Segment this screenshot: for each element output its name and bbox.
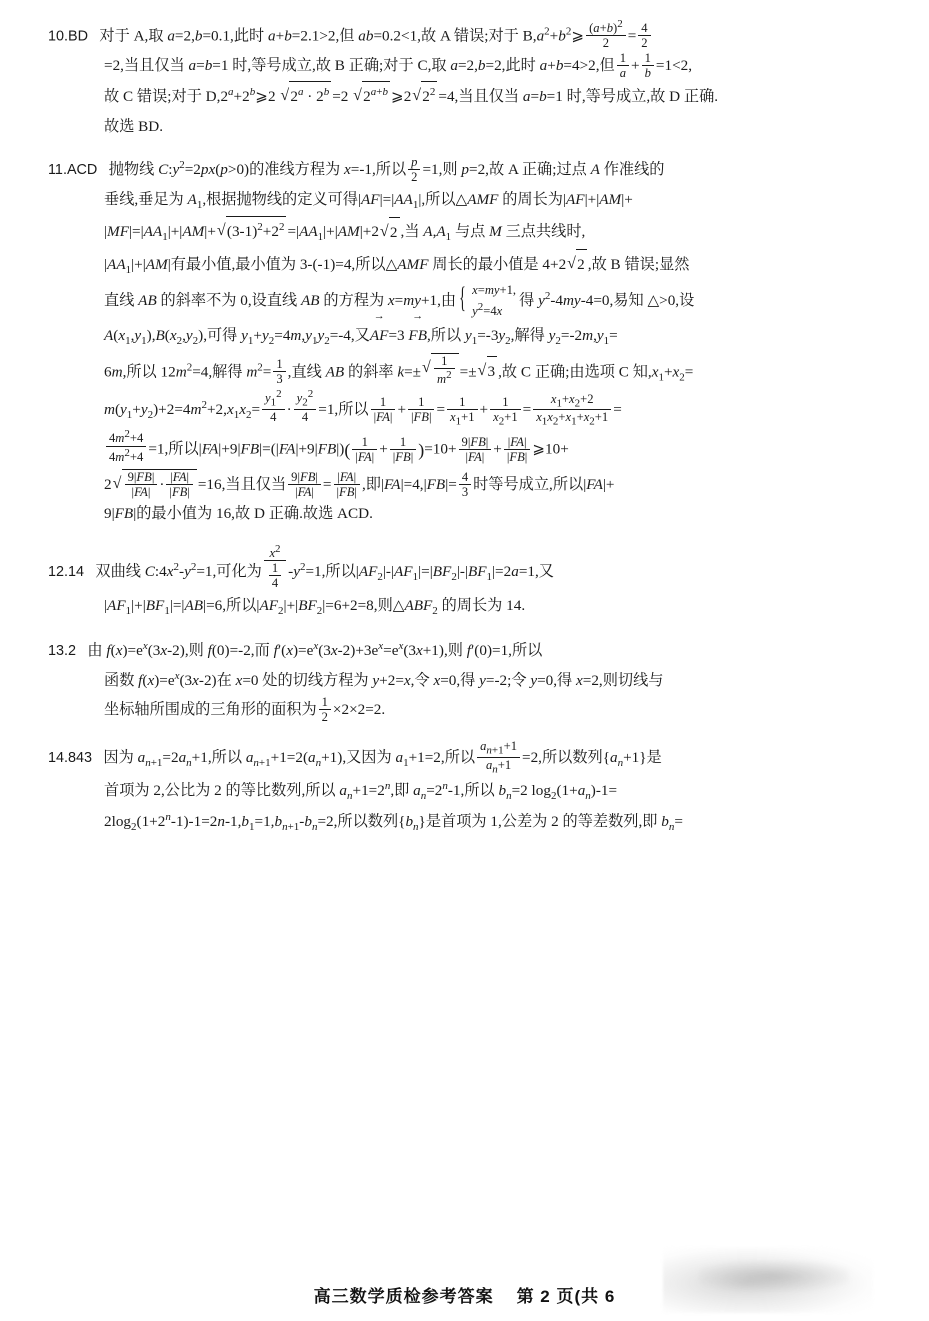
solution-line: 6m,所以 $12m^2=4$,解得 $m^2=$ $\frac{1}{3}$ ,直线 AB 的斜率 k=± √ $\frac{1}{m2}$ =± √ 3 ,故 C 正确;由选项 C 知$,x_1+x_2=$ xyxy=(48,353,877,389)
solution-line: $|MF|=|AA_1|+|AM|+$ √ $(3-1)^2+2^2 =|AA_1|+|AM|+2$ √ 2 ,当 $A,A_1$ 与点 M 三点共线时, xyxy=(48,216,877,249)
solution-number: 14. xyxy=(48,750,69,767)
solution-number: 11. xyxy=(48,162,67,179)
solution-line: 11.ACD 抛物线 $C:y^2=2px(p>0)$的准线方程为 x=-1,所以 $\frac{p}{2}$ =1,则 p=2,故 A 正确;过点 A 作准线的 xyxy=(48,155,665,185)
solution-item-12 xyxy=(48,543,877,622)
solution-line: $m(y_1+y_2)+2=4m^2+2,x_1x_2=$ $\frac{y12}{4}$ · $\frac{y22}{4}$ =1,所以 $\frac{1}{|FA|}$ + $\frac{1}{|FB|}$ = $\frac{1}{x1+1}$ + $\frac{1}{x2+1}$ = $\frac{x1+x2+2}{x1x2+x1+x2+1}$ = xyxy=(104,388,622,428)
solution-number: 13. xyxy=(48,643,69,660)
solution-line: $\frac{4m2+4}{4m2+4}$ =1,所以|FA|+9|FB|=(|FA|+9|FB|)( $\frac{1}{|FA|}$ + $\frac{1}{|FB|}$ )=10+ $\frac{9|FB|}{|FA|}$ + $\frac{|FA|}{|FB|}$ ⩾10+ xyxy=(48,428,877,468)
solution-line: 10.BD 对于 A,取 a=2,b=0.1,此时 a+b=2.1>2,但 ab=0.2<1,故 A 错误;对于 $B,a^2+b^2⩾$ $\frac{(a+b)2}{2}$ = $\frac{4}{2}$ xyxy=(48,18,877,51)
solution-line: 13.2 由 $f(x)=e^x(3x-2)$,则 f(0)=-2,而 $f'(x)=e^x(3x-2)+3e^x=e^x(3x+1)$,则 f′(0)=1,所以 xyxy=(48,639,543,660)
solution-line: 函数 $f(x)=e^x(3x-2)$在 x=0 处的切线方程为 y+2=x,令 x=0,得 y=-2;令 y=0,得 x=2,则切线与 xyxy=(104,669,664,689)
solution-item-14 xyxy=(48,739,877,839)
solution-line: 垂线,垂足为 $A_1$,根据抛物线的定义可得$|AF|=|AA_1|$,所以△AMF 的周长为|AF|+|AM|+ xyxy=(104,190,633,211)
solution-answer: ACD xyxy=(66,162,98,179)
solution-line: 直线 AB 的斜率不为 0,设直线 AB 的方程为 x=my+1,由 { x=my+1, y2=4x 得 $y^2-4my-4=0$,易知 △>0,设 xyxy=(48,281,877,320)
solution-answer: 2 xyxy=(68,643,77,660)
solution-line: 故选 BD. xyxy=(104,117,164,135)
solution-item-10 xyxy=(48,18,877,141)
solution-line: $2\log_2(1+2^n-1)-1=2n-1,b_1=1,b_{n+1}-b_n=2$,所以数列$\{b_n\}$是首项为 1,公差为 2 的等差数列,即 $b_n=$ xyxy=(104,811,683,834)
solution-answer: BD xyxy=(68,28,89,45)
solution-line: 故 C 错误;对于 $D,2^a+2^b⩾2$ √ $2^a \cdot 2^b =2$ √ $2^{a+b}$ ⩾2 √ $2^2 =4$,当且仅当 a=b=1 时,等号成立,故 D 正确. xyxy=(48,81,877,112)
solution-answer: 14 xyxy=(68,564,85,581)
solution-line: 12.14 双曲线 $C:4x^2-y^2=1$,可化为 $\frac{x2}{\frac{1}{4}}$ $-y^2=1$,所以$|AF_2|-|AF_1|=|BF_2|-|BF_1|=2a=1$,又 xyxy=(48,543,554,591)
solution-line: 坐标轴所围成的三角形的面积为 $\frac{1}{2}$ ×2×2=2. xyxy=(104,695,386,725)
solution-item-13 xyxy=(48,636,877,725)
solution-number: 10. xyxy=(48,28,69,45)
solution-line: $A(x_1,y_1),B(x_2,y_2)$,可得 $y_1+y_2=4m,y_1y_2=-4$,又AF →=3 FB →,所以 $y_1=-3y_2$,解得 $y_2=-2m,y_1=$ xyxy=(48,320,877,352)
page-footer xyxy=(0,1282,929,1307)
footer-page: 第 2 页(共 6 xyxy=(516,1287,616,1306)
solution-item-11 xyxy=(48,155,877,529)
solution-line: 2 √ $\frac{9|FB|}{|FA|}$ · $\frac{|FA|}{|FB|}$ =16,当且仅当 $\frac{9|FB|}{|FA|}$ = $\frac{|FA|}{|FB|}$ ,即|FA|=4,|FB|= $\frac{4}{3}$ 时等号成立,所以|FA|+ xyxy=(48,469,877,500)
solution-line: 首项为 2,公比为 2 的等比数列,所以 $a_n+1=2^n$,即 $a_n=2^n-1$,所以 $b_n=2$ $\log_2(1+a_n)-1=$ xyxy=(104,779,618,802)
solution-line: 14.843 因为 $a_{n+1}=2a_n+1$,所以 $a_{n+1}+1=2(a_n+1)$,又因为 $a_1+1=2$,所以 $\frac{an+1+1}{an+1}$ =2,所以数列$\{a_n+1\}$是 xyxy=(48,739,662,776)
solution-line: $|AA_1|+|AM|$有最小值,最小值为 3-(-1)=4,所以△AMF 周长的最小值是 4+2 √ 2 ,故 B 错误;显然 xyxy=(48,249,877,281)
footer-title: 高三数学质检参考答案 xyxy=(313,1287,494,1306)
solution-number: 12. xyxy=(48,564,69,581)
solution-answer: 843 xyxy=(68,750,93,767)
solution-line: $|AF_1|+|BF_1|=|AB|=6$,所以$|AF_2|+|BF_2|=6+2=8$,则$\triangle ABF_2$ 的周长为 14. xyxy=(104,596,526,617)
solution-line: 9|FB|的最小值为 16,故 D 正确.故选 ACD. xyxy=(104,505,373,523)
solution-line: =2,当且仅当 a=b=1 时,等号成立,故 B 正确;对于 C,取 a=2,b=2,此时 a+b=4>2,但 $\frac{1}{a}$ + $\frac{1}{b}$ =1<2, xyxy=(104,51,693,81)
